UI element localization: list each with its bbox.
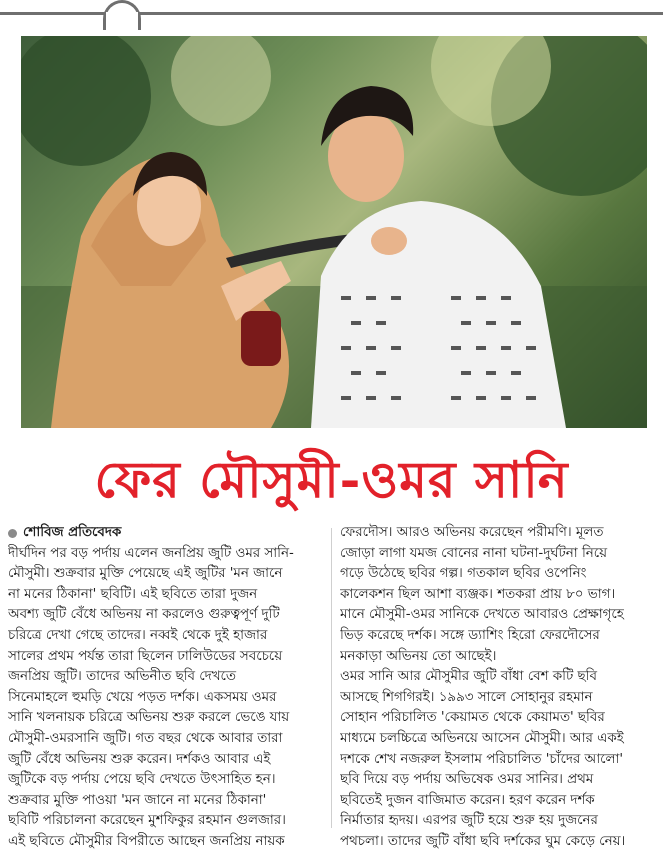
text-line: সিনেমাহলে হুমড়ি খেয়ে পড়ত দর্শক। একসময় ওমর (8, 689, 277, 705)
top-rule (0, 12, 663, 15)
text-line: ওমর সানি আর মৌসুমীর জুটি বাঁধা বেশ কটি ছবি (340, 669, 597, 685)
text-line: দশকে শেখ নজরুল ইসলাম পরিচালিত 'চাঁদের আলো' (340, 751, 624, 767)
text-line: সোহান পরিচালিত 'কেয়ামত থেকে কেয়ামত' ছবির (340, 710, 605, 726)
text-line: মনকাড়া অভিনয় তো আছেই। (340, 648, 497, 664)
headline: ফের মৌসুমী-ওমর সানি (94, 450, 569, 509)
text-line: ছবিটি পরিচালনা করেছেন মুশফিকুর রহমান গুলজার। (8, 813, 286, 829)
text-line: জোড়া লাগা যমজ বোনের নানা ঘটনা-দুর্ঘটনা নিয়ে (340, 545, 608, 561)
text-line: পথচলা। তাদের জুটি বাঁধা ছবি দর্শকের ঘুম কেড়ে নেয়। (340, 833, 626, 849)
column-divider (331, 528, 332, 828)
text-line: ভিড় করেছে দর্শক। সঙ্গে ড্যাশিং হিরো ফেরদৌসের (340, 627, 600, 643)
text-line: নির্মাতার হৃদয়। এরপর জুটি হয়ে শুরু হয় দুজনের (340, 813, 598, 829)
text-line: মৌসুমী-ওমরসানি জুটি। গত বছর থেকে আবার তারা (8, 730, 283, 746)
text-line: আসছে শিগগিরই। ১৯৯৩ সালে সোহানুর রহমান (340, 689, 593, 705)
text-line: শুক্রবার মুক্তি পাওয়া 'মন জানে না মনের ঠিকানা' (8, 792, 267, 808)
text-line: চরিত্রে দেখা গেছে তাদের। নব্বই থেকে দুই হাজার (8, 627, 268, 643)
text-line: জুটি বেঁধে অভিনয় শুরু করেন। দর্শকও আবার এই (8, 751, 271, 767)
byline (8, 523, 324, 544)
photo-illustration (21, 36, 647, 428)
text-line: মানে মৌসুমী-ওমর সানিকে দেখতে আবারও প্রেক্ষাগৃহে (340, 607, 624, 623)
text-line: জুটিকে বড় পর্দায় পেয়ে ছবি দেখতে উৎসাহিত হন। (8, 772, 276, 788)
article-column-right (340, 523, 656, 853)
text-line: গড়ে উঠেছে ছবির গল্প। গতকাল ছবির ওপেনিং (340, 566, 587, 582)
text-line: ফেরদৌস। আরও অভিনয় করেছেন পরীমণি। মূলত (340, 525, 604, 540)
text-line: অবশ্য জুটি বেঁধে অভিনয় না করলেও গুরুত্বপূর্ণ দুটি (8, 607, 280, 623)
text-line: সালের প্রথম পর্যন্ত তারা ছিলেন ঢালিউডের সবচেয়ে (8, 648, 283, 664)
text-line: ছবি দিয়ে বড় পর্দায় অভিষেক ওমর সানির। প্রথম (340, 772, 594, 788)
text-line: কালেকশন ছিল আশা ব্যঞ্জক। শতকরা প্রায় ৮০ ভাগ। (340, 586, 616, 602)
bullet-icon (8, 529, 17, 538)
text-line: দীর্ঘদিন পর বড় পর্দায় এলেন জনপ্রিয় জুটি ওমর সানি- (8, 545, 294, 561)
text-line: মৌসুমী। শুক্রবার মুক্তি পেয়েছে এই জুটির 'মন জানে (8, 566, 283, 582)
text-line: ছবিতেই দুজন বাজিমাত করেন। হরণ করেন দর্শক (340, 792, 595, 808)
text-line: জনপ্রিয় জুটি। তাদের অভিনীত ছবি দেখতে (8, 669, 236, 685)
text-line: সানি খলনায়ক চরিত্রে অভিনয় শুরু করলে ভেঙে যায় (8, 710, 290, 726)
text-line: এই ছবিতে মৌসুমীর বিপরীতে আছেন জনপ্রিয় নায়ক (8, 833, 285, 849)
article-column-left (8, 523, 324, 853)
text-line: মাধ্যমে চলচ্চিত্রে অভিনয়ে আসেন মৌসুমী। আর একই (340, 730, 624, 746)
byline-text: শোবিজ প্রতিবেদক (23, 525, 122, 540)
text-line: না মনের ঠিকানা' ছবিটি। এই ছবিতে তারা দুজন (8, 586, 258, 602)
article-photo (21, 36, 647, 428)
